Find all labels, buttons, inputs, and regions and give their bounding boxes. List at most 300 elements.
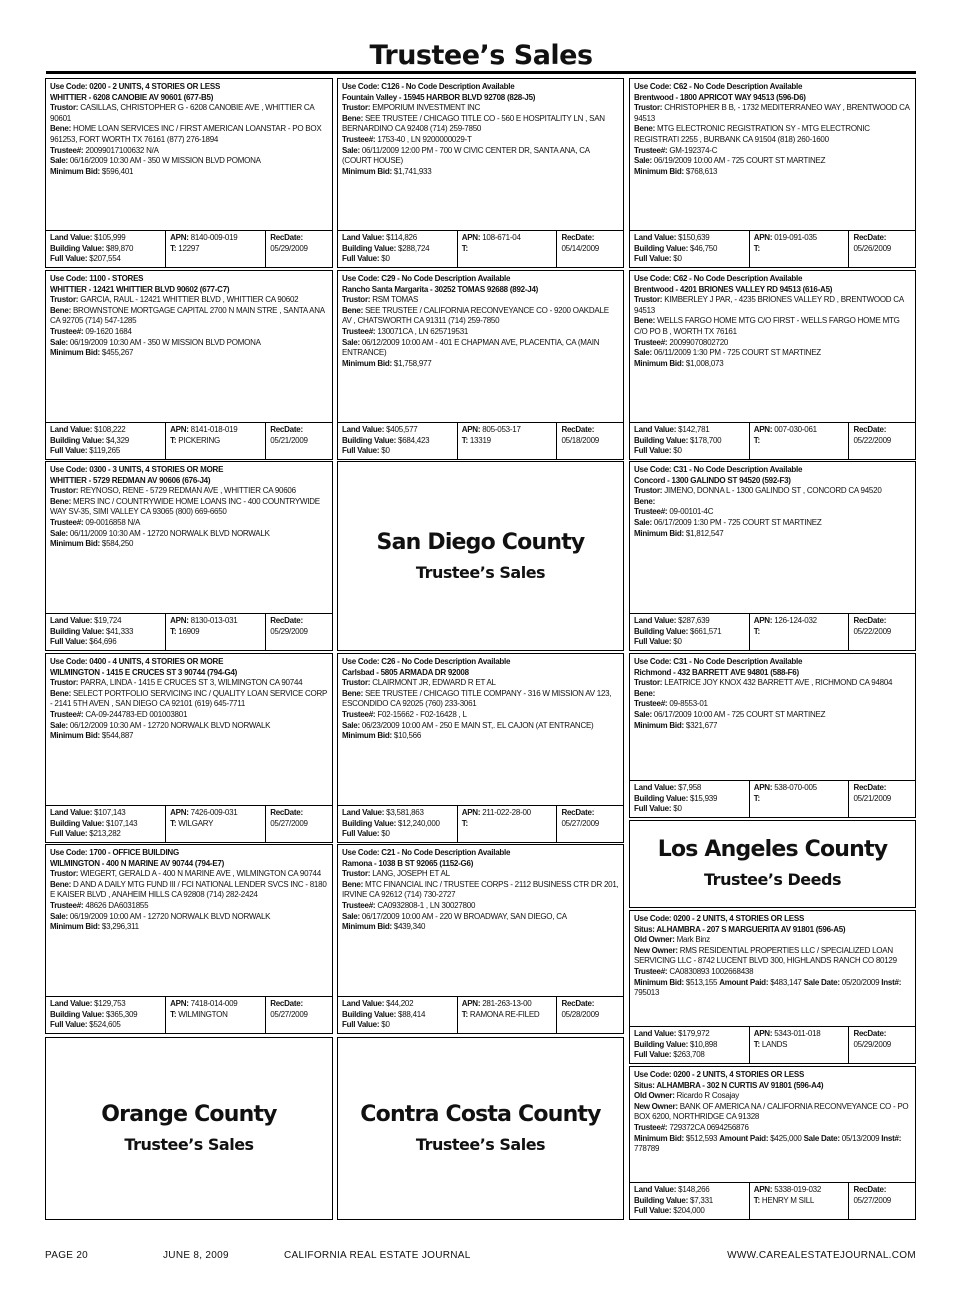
minimum-bid-label: Minimum Bid:: [342, 731, 392, 741]
minimum-bid-label: Minimum Bid:: [634, 1133, 684, 1143]
tract: [754, 627, 845, 638]
minimum-bid-label: Minimum Bid:: [342, 358, 392, 368]
land-value-label: Land Value:: [634, 425, 677, 435]
recdate-cell: [557, 806, 623, 842]
footer-date: JUNE 8, 2009: [163, 1250, 229, 1261]
apn-label: APN:: [753, 616, 773, 626]
trustor-label: Trustor:: [634, 486, 663, 496]
beneficiary-label: Bene:: [634, 124, 655, 134]
county-title-block: [338, 530, 623, 582]
recdate-label: RecDate:: [270, 999, 303, 1009]
land-value: [50, 808, 161, 819]
trustor: [50, 486, 328, 497]
trustee-number-value: CA0932808-1 , LN 30027800: [377, 900, 476, 910]
beneficiary-label: Bene:: [342, 688, 363, 698]
building-value-value: $107,143: [106, 818, 138, 828]
tract-value: 13319: [469, 435, 491, 445]
trustor-label: Trustor:: [50, 103, 79, 113]
tract-value: RAMONA RE-FILED: [469, 1009, 540, 1019]
trustee-number-label: Trustee#:: [634, 966, 668, 976]
record-body: [46, 845, 332, 933]
trustee-number-value: 09-00101-4C: [669, 507, 714, 517]
trustor: [50, 295, 328, 306]
full-value: [634, 446, 745, 457]
trustee-number: [634, 507, 911, 518]
land-value-label: Land Value:: [634, 1185, 677, 1195]
county-title-block: [338, 1102, 623, 1154]
county-section: Trustee’s Sales: [124, 1135, 254, 1154]
full-value-label: Full Value:: [50, 637, 88, 647]
building-value: [50, 627, 161, 638]
use-code: Use Code: 0200 - 2 UNITS, 4 STORIES OR LESS: [50, 82, 221, 91]
trustor: [634, 103, 911, 124]
apn: [754, 1185, 845, 1196]
building-value: [634, 1196, 745, 1207]
apn-value: 5343-011-018: [774, 1029, 821, 1039]
building-value: [50, 819, 161, 830]
full-value-value: $213,282: [89, 829, 121, 839]
record-body: [630, 271, 915, 369]
trustor-label: Trustor:: [342, 103, 371, 113]
building-value-label: Building Value:: [634, 1039, 689, 1049]
sale-info-label: Sale:: [50, 156, 68, 166]
trustor-value: EMPORIUM INVESTMENT INC: [372, 103, 481, 113]
trustor-value: WIEGERT, GERALD A - 400 N MARINE AVE , WILMINGTON CA 90744: [80, 869, 321, 879]
county-header-contra-costa: [337, 1037, 624, 1220]
land-value-label: Land Value:: [50, 999, 93, 1009]
full-value: [50, 637, 161, 648]
trustee-number-value: 20099070802720: [669, 337, 729, 347]
full-value-value: $0: [381, 1020, 390, 1030]
minimum-bid-label: Minimum Bid:: [634, 166, 684, 176]
beneficiary: [50, 306, 328, 327]
amount-paid-value: $483,147: [770, 977, 802, 987]
tract: [462, 1010, 553, 1021]
tract-label: T:: [753, 435, 760, 445]
land-value-value: $44,202: [386, 999, 414, 1009]
apn-label: APN:: [753, 233, 773, 243]
sale-record: [337, 78, 624, 268]
trustor-value: CLAIRMONT JR, EDWARD R ET AL: [372, 678, 496, 688]
apn-value: 805-053-17: [482, 425, 521, 435]
county-header-orange: [45, 1037, 333, 1220]
beneficiary-value: SEE TRUSTEE / CHICAGO TITLE CO - 560 E HOSPITALITY LN , SAN BERNARDINO CA 92408 (714) 259-7850: [342, 113, 605, 134]
apn: [170, 999, 261, 1010]
land-value-label: Land Value:: [50, 808, 93, 818]
minimum-bid: [634, 529, 911, 540]
land-value: [634, 425, 745, 436]
tract-label: T:: [753, 1195, 760, 1205]
building-value: [50, 436, 161, 447]
recdate-value: 05/27/2009: [561, 818, 599, 828]
minimum-bid-value: $584,250: [101, 539, 134, 549]
footer-url: WWW.CAREALESTATEJOURNAL.COM: [727, 1250, 916, 1261]
values-cell: [338, 231, 458, 267]
trustor-label: Trustor:: [50, 295, 79, 305]
trustor-value: RSM TOMAS: [372, 295, 419, 305]
full-value-value: $0: [381, 446, 390, 456]
beneficiary-value: MERS INC / COUNTRYWIDE HOME LOANS INC - 400 COUNTRYWIDE WAY SV-35, SIMI VALLEY CA 93065 (800) 669-6650: [50, 496, 320, 517]
land-value-label: Land Value:: [634, 1029, 677, 1039]
sale-info: [342, 146, 619, 167]
amount-paid-value: $425,000: [770, 1133, 802, 1143]
property-address: Carlsbad - 5805 ARMADA DR 92008: [342, 667, 469, 677]
sale-info-label: Sale:: [50, 337, 68, 347]
land-value-label: Land Value:: [634, 233, 677, 243]
minimum-bid-value: $768,613: [685, 166, 718, 176]
full-value: [634, 804, 745, 815]
beneficiary: [342, 114, 619, 135]
beneficiary: [634, 316, 911, 337]
full-value-label: Full Value:: [342, 254, 380, 264]
recdate-value: 05/29/2009: [270, 243, 308, 253]
trustor-value: CHRISTOPHER B B, - 1732 MEDITERRANEO WAY , BRENTWOOD CA 94513: [634, 103, 910, 123]
use-code: Use Code: 0200 - 2 UNITS, 4 STORIES OR LESS: [634, 914, 805, 923]
property-address: Concord - 1300 GALINDO ST 94520 (592-F3): [634, 475, 791, 485]
recdate-value: 05/26/2009: [853, 243, 891, 253]
old-owner: [634, 1091, 911, 1102]
use-code: Use Code: 1700 - OFFICE BUILDING: [50, 848, 179, 857]
beneficiary: [634, 689, 911, 700]
apn-value: 7426-009-031: [190, 808, 238, 818]
apn: [462, 425, 553, 436]
recdate-value: 05/21/2009: [853, 793, 891, 803]
minimum-bid-label: Minimum Bid:: [50, 348, 100, 358]
beneficiary-value: SELECT PORTFOLIO SERVICING INC / QUALITY LOAN SERVICE CORP - 2141 5TH AVEN , SAN DIEGO CA 92101 (619) 645-7711: [50, 688, 327, 709]
property-address: WILMINGTON - 400 N MARINE AV 90744 (794-E7): [50, 858, 225, 868]
apn: [754, 616, 845, 627]
minimum-bid: [342, 922, 619, 933]
full-value: [342, 1020, 453, 1031]
beneficiary-label: Bene:: [50, 879, 71, 889]
tract-value: HENRY M SILL: [761, 1195, 815, 1205]
full-value-label: Full Value:: [342, 1020, 380, 1030]
building-value-value: $89,870: [106, 243, 134, 253]
values-cell: [46, 423, 166, 459]
valuation-row: [630, 1182, 915, 1219]
sale-date-value: 05/20/2009: [841, 977, 880, 987]
sale-info-label: Sale:: [50, 720, 68, 730]
minimum-bid-value: $455,267: [101, 348, 134, 358]
tract: [754, 1196, 845, 1207]
minimum-bid-label: Minimum Bid:: [634, 528, 684, 538]
deed-record: [629, 1066, 916, 1220]
building-value-value: $661,571: [690, 626, 722, 636]
sale-info-label: Sale:: [50, 911, 68, 921]
apn-cell: [750, 781, 850, 817]
land-value-value: $3,581,863: [386, 808, 424, 818]
county-name: Contra Costa County: [360, 1102, 601, 1127]
record-body: [46, 79, 332, 177]
tract-label: T:: [170, 818, 177, 828]
sale-info-label: Sale:: [342, 911, 360, 921]
trustee-number-label: Trustee#:: [634, 337, 668, 347]
apn: [754, 1029, 845, 1040]
valuation-row: [338, 422, 623, 459]
minimum-bid-label: Minimum Bid:: [634, 977, 684, 987]
sale-info-label: Sale:: [50, 528, 68, 538]
new-owner-label: New Owner:: [634, 1101, 678, 1111]
recdate-label: RecDate:: [853, 783, 887, 793]
trustee-number-label: Trustee#:: [634, 699, 668, 709]
trustor: [50, 678, 328, 689]
old-owner-label: Old Owner:: [634, 935, 675, 945]
full-value-value: $263,708: [673, 1050, 705, 1060]
tract-value: 12297: [178, 243, 200, 253]
recdate-cell: [557, 997, 623, 1033]
trustor: [342, 869, 619, 880]
record-body: [630, 462, 915, 539]
full-value-value: $0: [673, 446, 682, 456]
tract-label: T:: [170, 435, 177, 445]
sale-record: [45, 270, 333, 460]
apn-cell: [166, 806, 266, 842]
values-cell: [46, 231, 166, 267]
valuation-row: [630, 780, 915, 817]
apn-cell: [750, 231, 850, 267]
sale-info-value: 06/19/2009 10:00 AM - 725 COURT ST MARTINEZ: [653, 156, 826, 166]
beneficiary-value: MTG ELECTRONIC REGISTRATION SY - MTG ELECTRONIC REGISTRATI 2255 , BURBANK CA 91504 (818) 260-1600: [634, 124, 870, 144]
land-value-value: $108,222: [94, 425, 126, 435]
trustee-number-label: Trustee#:: [634, 507, 668, 517]
record-body: [630, 654, 915, 731]
minimum-bid: [50, 731, 328, 742]
beneficiary-label: Bene:: [342, 879, 363, 889]
recdate-cell: [266, 997, 332, 1033]
land-value: [342, 999, 453, 1010]
old-owner-value: Mark Binz: [676, 935, 710, 945]
old-owner-label: Old Owner:: [634, 1091, 675, 1101]
minimum-bid-value: $513,155: [685, 977, 718, 987]
values-cell: [630, 423, 750, 459]
use-code: Use Code: C29 - No Code Description Available: [342, 274, 511, 283]
beneficiary: [342, 689, 619, 710]
trustee-number-value: 1753-40 , LN 9200000029-T: [377, 134, 472, 144]
minimum-bid: [634, 721, 911, 732]
apn-value: 8140-009-019: [190, 233, 238, 243]
apn-label: APN:: [753, 1185, 773, 1195]
trustee-number-label: Trustee#:: [342, 134, 376, 144]
recdate-cell: [266, 614, 332, 650]
tract-value: PICKERING: [178, 435, 221, 445]
trustee-number: [634, 1123, 911, 1134]
use-code: Use Code: C126 - No Code Description Available: [342, 82, 515, 91]
apn-label: APN:: [170, 999, 189, 1009]
land-value-label: Land Value:: [342, 425, 385, 435]
county-name: Orange County: [101, 1102, 277, 1127]
apn-label: APN:: [461, 999, 481, 1009]
property-address: WHITTIER - 6208 CANOBIE AV 90601 (677-B5): [50, 92, 214, 102]
trustee-number-value: 09-8553-01: [669, 699, 708, 709]
trustee-number-value: 20099017100632 N/A: [85, 145, 159, 155]
minimum-bid: [50, 167, 328, 178]
minimum-bid-label: Minimum Bid:: [50, 731, 100, 741]
building-value-value: $7,331: [690, 1195, 713, 1205]
values-cell: [338, 997, 458, 1033]
trustor-value: CASILLAS, CHRISTOPHER G - 6208 CANOBIE AVE , WHITTIER CA 90601: [50, 103, 314, 123]
beneficiary-label: Bene:: [50, 305, 71, 315]
apn-value: 126-124-032: [774, 616, 817, 626]
apn-cell: [750, 1183, 850, 1219]
sale-info: [342, 912, 619, 923]
apn-cell: [750, 614, 850, 650]
building-value-label: Building Value:: [634, 626, 689, 636]
land-value-label: Land Value:: [50, 233, 93, 243]
beneficiary: [634, 124, 911, 145]
building-value: [342, 436, 453, 447]
beneficiary-label: Bene:: [342, 305, 363, 315]
tract-value: 16909: [178, 626, 200, 636]
apn-cell: [750, 1027, 850, 1063]
trustee-number-value: 09-0016858 N/A: [85, 517, 141, 527]
tract: [754, 794, 845, 805]
recdate-value: 05/22/2009: [853, 626, 891, 636]
building-value-value: $12,240,000: [398, 818, 440, 828]
sale-record: [629, 270, 916, 460]
tract-label: T:: [753, 243, 760, 253]
values-cell: [46, 614, 166, 650]
record-body: [338, 79, 623, 177]
building-value-label: Building Value:: [634, 793, 689, 803]
beneficiary-value: BROWNSTONE MORTGAGE CAPITAL 2700 N MAIN STRE , SANTA ANA CA 92705 (714) 547-1285: [50, 305, 325, 326]
land-value: [342, 808, 453, 819]
recdate-label: RecDate:: [853, 616, 887, 626]
land-value-value: $405,577: [386, 425, 418, 435]
new-owner-label: New Owner:: [634, 945, 678, 955]
tract-value: WILGARY: [178, 818, 214, 828]
full-value: [634, 1206, 745, 1217]
apn-cell: [458, 423, 558, 459]
sale-info: [50, 156, 328, 167]
trustee-number: [634, 146, 911, 157]
beneficiary: [342, 306, 619, 327]
building-value-label: Building Value:: [50, 626, 105, 636]
sale-info: [634, 348, 911, 359]
full-value-label: Full Value:: [634, 446, 672, 456]
values-cell: [630, 1183, 750, 1219]
county-name: San Diego County: [376, 530, 585, 555]
land-value-label: Land Value:: [342, 808, 385, 818]
beneficiary-label: Bene:: [342, 113, 363, 123]
recdate-label: RecDate:: [853, 233, 887, 243]
beneficiary-label: Bene:: [50, 124, 71, 134]
land-value-label: Land Value:: [342, 233, 385, 243]
building-value-value: $178,700: [690, 435, 722, 445]
recdate-value: 05/27/2009: [853, 1195, 891, 1205]
sale-record: [337, 270, 624, 460]
minimum-bid-value: $1,812,547: [685, 528, 724, 538]
recdate-label: RecDate:: [270, 616, 303, 626]
use-code: Use Code: C31 - No Code Description Available: [634, 657, 803, 666]
valuation-row: [338, 805, 623, 842]
apn-cell: [166, 231, 266, 267]
valuation-row: [630, 230, 915, 267]
full-value-value: $204,000: [673, 1206, 705, 1216]
use-code: Use Code: C62 - No Code Description Available: [634, 82, 803, 91]
property-address: WHITTIER - 5729 REDMAN AV 90606 (676-J4): [50, 475, 211, 485]
sale-info-value: 06/19/2009 10:00 AM - 12720 NORWALK BLVD NORWALK: [69, 911, 271, 921]
valuation-row: [338, 230, 623, 267]
beneficiary-value: SEE TRUSTEE / CHICAGO TITLE COMPANY - 316 W MISSION AV 123, ESCONDIDO CA 92025 (760) 233-3061: [342, 688, 612, 709]
building-value: [634, 436, 745, 447]
building-value-value: $4,329: [106, 435, 129, 445]
beneficiary-label: Bene:: [50, 688, 71, 698]
deed-record: [629, 910, 916, 1064]
footer-journal: CALIFORNIA REAL ESTATE JOURNAL: [284, 1250, 471, 1261]
sale-info-value: 06/17/2009 10:00 AM - 725 COURT ST MARTINEZ: [653, 709, 826, 719]
property-address: Situs: ALHAMBRA - 207 S MARGUERITA AV 91801 (596-A5): [634, 924, 846, 934]
trustee-number: [342, 710, 619, 721]
trustee-number-label: Trustee#:: [342, 709, 376, 719]
apn-cell: [458, 997, 558, 1033]
minimum-bid-value: $439,340: [393, 922, 426, 932]
minimum-bid: [634, 167, 911, 178]
county-title-block: [630, 837, 915, 889]
full-value-value: $0: [381, 254, 390, 264]
trustor-label: Trustor:: [50, 869, 79, 879]
full-value-value: $207,554: [89, 254, 121, 264]
record-body: [630, 911, 915, 999]
beneficiary: [50, 880, 328, 901]
tract-label: T:: [461, 435, 468, 445]
recdate-value: 05/28/2009: [561, 1009, 599, 1019]
building-value-value: $41,333: [106, 626, 134, 636]
full-value: [342, 446, 453, 457]
sale-record: [337, 844, 624, 1034]
building-value-value: $288,724: [398, 243, 430, 253]
minimum-bid-value: $321,677: [685, 720, 718, 730]
record-body: [46, 462, 332, 550]
trustor-value: LANG, JOSEPH ET AL: [372, 869, 450, 879]
sale-info-value: 06/12/2009 10:00 AM - 401 E CHAPMAN AVE, PLACENTIA, CA (MAIN ENTRANCE): [342, 337, 600, 358]
recdate-cell: [849, 614, 915, 650]
trustor: [342, 678, 619, 689]
land-value-value: $19,724: [94, 616, 122, 626]
trustee-number: [342, 135, 619, 146]
land-value-value: $114,826: [386, 233, 417, 243]
beneficiary: [50, 124, 328, 145]
recdate-label: RecDate:: [853, 425, 887, 435]
minimum-bid-label: Minimum Bid:: [50, 166, 100, 176]
beneficiary: [50, 689, 328, 710]
land-value-value: $148,266: [678, 1185, 710, 1195]
recdate-label: RecDate:: [270, 233, 303, 243]
tract: [754, 244, 845, 255]
sale-info-label: Sale:: [634, 709, 652, 719]
apn: [462, 808, 553, 819]
trustor-label: Trustor:: [634, 295, 663, 305]
recdate-cell: [266, 423, 332, 459]
property-address: Ramona - 1038 B ST 92065 (1152-G6): [342, 858, 474, 868]
property-address: Situs: ALHAMBRA - 302 N CURTIS AV 91801 (596-A4): [634, 1080, 824, 1090]
sale-record: [629, 78, 916, 268]
apn-cell: [458, 806, 558, 842]
record-body: [338, 271, 623, 369]
sale-record: [45, 461, 333, 651]
building-value-value: $46,750: [690, 243, 718, 253]
minimum-bid-value: $1,008,073: [685, 358, 724, 368]
trustee-number: [50, 901, 328, 912]
sale-info-label: Sale:: [342, 720, 360, 730]
trustee-number-value: 729372CA 0694256876: [669, 1122, 749, 1132]
sale-info: [634, 518, 911, 529]
instrument-number-label: Inst#:: [881, 977, 902, 987]
building-value: [342, 244, 453, 255]
county-title-block: [46, 1102, 332, 1154]
instrument-number-value: 778789: [634, 1144, 660, 1154]
recdate-value: 05/29/2009: [270, 626, 308, 636]
trustor-value: PARRA, LINDA - 1415 E CRUCES ST 3, WILMINGTON CA 90744: [80, 678, 303, 688]
